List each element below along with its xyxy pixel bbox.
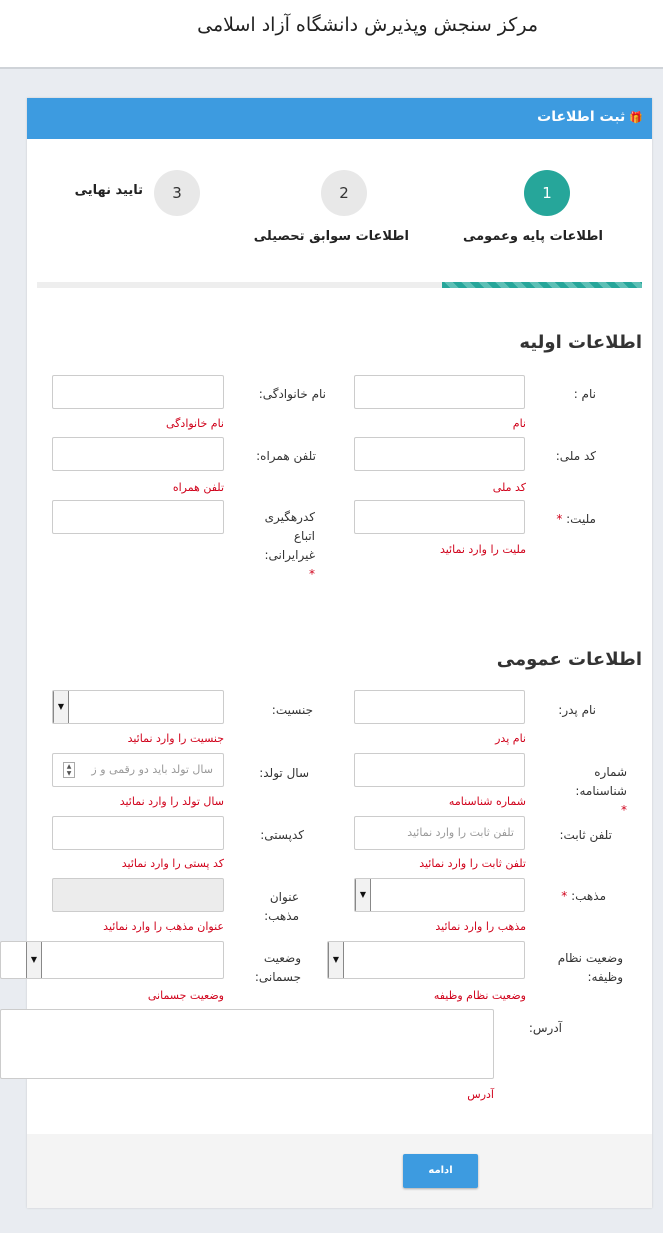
military-status-label-line1: وضعیت نظام — [557, 951, 623, 965]
foreign-code-required-mark: * — [309, 567, 315, 581]
nationality-required-mark: * — [556, 512, 563, 526]
last-name-input[interactable] — [52, 375, 224, 409]
registration-card — [27, 98, 652, 1208]
address-error: آدرس — [467, 1088, 494, 1101]
chevron-down-icon[interactable]: ▼ — [328, 941, 344, 979]
chevron-down-icon[interactable]: ▼ — [26, 941, 42, 979]
step-2-circle[interactable]: 2 — [321, 170, 367, 216]
form-footer — [27, 1134, 652, 1208]
id-number-error: شماره شناسنامه — [448, 795, 526, 808]
nationality-label — [556, 510, 596, 529]
physical-status-label — [251, 949, 301, 987]
military-status-select[interactable] — [327, 941, 525, 979]
physical-status-label-line1: وضعیت — [263, 951, 301, 965]
foreign-code-label-line3 — [255, 546, 315, 584]
card-header — [27, 98, 652, 139]
birth-year-label: سال تولد: — [259, 766, 309, 780]
military-status-label — [543, 949, 623, 987]
top-bar — [0, 0, 663, 69]
father-name-input[interactable] — [354, 690, 525, 724]
last-name-error: نام خانوادگی — [166, 417, 224, 430]
physical-status-label-line2: جسمانی: — [254, 970, 301, 984]
id-number-label-line2 — [567, 782, 627, 820]
address-label: آدرس: — [528, 1021, 562, 1035]
id-number-label-line2-text: شناسنامه: — [575, 784, 627, 798]
nationality-error: ملیت را وارد نمائید — [439, 543, 526, 556]
id-number-input[interactable] — [354, 753, 525, 787]
foreign-code-label-line1: کدرهگیری — [264, 510, 315, 524]
phone-label: تلفن ثابت: — [559, 828, 612, 842]
step-1-circle[interactable]: 1 — [524, 170, 570, 216]
nationality-label-text: ملیت: — [566, 512, 596, 526]
progress-track — [37, 282, 642, 288]
religion-label — [561, 887, 606, 906]
physical-status-error: وضعیت جسمانی — [147, 989, 224, 1002]
birth-year-error: سال تولد را وارد نمائید — [119, 795, 224, 808]
national-code-label: کد ملی: — [555, 449, 596, 463]
chevron-down-icon[interactable]: ▼ — [355, 878, 371, 912]
postal-code-error: کد پستی را وارد نمائید — [121, 857, 224, 870]
chevron-down-icon[interactable]: ▼ — [53, 690, 69, 724]
religion-required-mark: * — [561, 889, 568, 903]
phone-input[interactable]: تلفن ثابت را وارد نمائید — [354, 816, 525, 850]
foreign-code-input[interactable] — [52, 500, 224, 534]
section-basic-title: اطلاعات اولیه — [519, 332, 642, 353]
phone-error: تلفن ثابت را وارد نمائید — [419, 857, 526, 870]
religion-title-label — [259, 888, 299, 926]
first-name-error: نام — [512, 417, 526, 430]
birth-year-input[interactable] — [52, 753, 224, 787]
step-3-circle[interactable]: 3 — [154, 170, 200, 216]
id-number-required-mark: * — [621, 803, 627, 817]
step-2-label[interactable]: اطلاعات سوابق تحصیلی — [253, 229, 409, 244]
birth-year-placeholder: سال تولد باید دو رقمی و ز — [91, 763, 213, 776]
religion-error: مذهب را وارد نمائید — [435, 920, 526, 933]
progress-fill — [442, 282, 642, 288]
national-code-input[interactable] — [354, 437, 525, 471]
foreign-code-label-line3-text: غیرایرانی: — [264, 548, 315, 562]
mobile-error: تلفن همراه — [172, 481, 224, 494]
section-general-title: اطلاعات عمومی — [496, 649, 642, 670]
father-name-error: نام پدر — [495, 732, 526, 745]
gender-error: جنسیت را وارد نمائید — [127, 732, 224, 745]
last-name-label: نام خانوادگی: — [258, 387, 326, 401]
site-title: مرکز سنجش وپذیرش دانشگاه آزاد اسلامی — [197, 14, 538, 36]
military-status-label-line2: وظیفه: — [587, 970, 623, 984]
card-title: ثبت اطلاعات — [537, 109, 626, 125]
religion-select[interactable] — [354, 878, 525, 912]
mobile-label: تلفن همراه: — [256, 449, 316, 463]
step-3-label[interactable]: تایید نهایی — [74, 183, 143, 198]
gender-label: جنسیت: — [271, 703, 313, 717]
id-number-label-line1: شماره — [594, 765, 627, 779]
religion-label-text: مذهب: — [571, 889, 606, 903]
father-name-label: نام پدر: — [558, 703, 596, 717]
continue-button[interactable]: ادامه — [403, 1154, 478, 1188]
foreign-code-label — [255, 508, 315, 584]
nationality-input[interactable] — [354, 500, 525, 534]
first-name-label: نام : — [573, 387, 596, 401]
spinner-icon[interactable]: ▲ ▼ — [63, 762, 75, 778]
first-name-input[interactable] — [354, 375, 525, 409]
religion-title-label-line2: مذهب: — [264, 909, 299, 923]
foreign-code-label-line2: اتباع — [293, 529, 315, 543]
gift-icon: 🎁 — [629, 111, 643, 124]
religion-title-label-line1: عنوان — [269, 890, 299, 904]
step-1-label[interactable]: اطلاعات پایه وعمومی — [462, 229, 603, 244]
postal-code-input[interactable] — [52, 816, 224, 850]
mobile-input[interactable] — [52, 437, 224, 471]
religion-title-input — [52, 878, 224, 912]
postal-code-label: کدپستی: — [260, 828, 304, 842]
national-code-error: کد ملی — [492, 481, 526, 494]
id-number-label — [567, 763, 627, 820]
gender-select[interactable] — [52, 690, 224, 724]
address-textarea[interactable] — [0, 1009, 494, 1079]
military-status-error: وضعیت نظام وظیفه — [433, 989, 526, 1002]
card-title-wrap — [537, 109, 643, 125]
physical-status-select[interactable] — [0, 941, 224, 979]
religion-title-error: عنوان مذهب را وارد نمائید — [103, 920, 224, 933]
